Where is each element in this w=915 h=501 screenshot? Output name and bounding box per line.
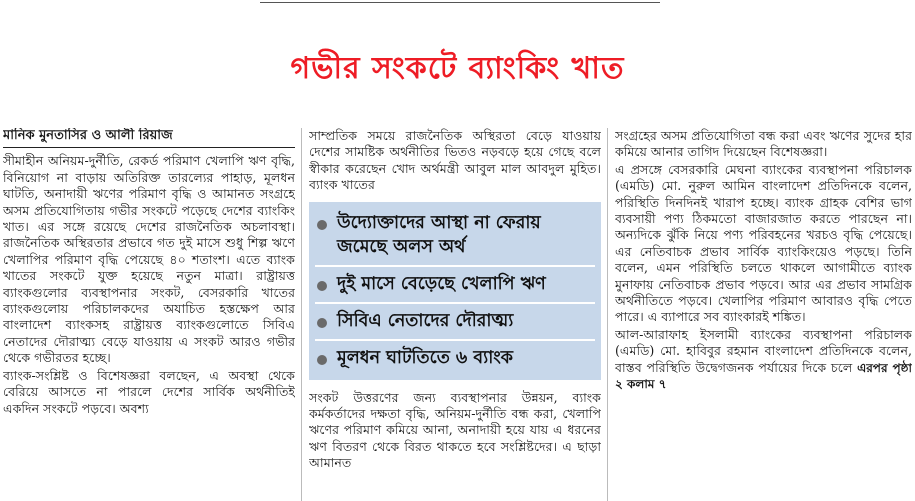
paragraph: সংগ্রহের অসম প্রতিযোগিতা বন্ধ করা এবং ঋণের সুদের হার কমিয়ে আনার তাগিদ দিয়েছেন বিশেষজ্ঞরা। — [615, 128, 912, 160]
paragraph: সাম্প্রতিক সময়ে রাজনৈতিক অস্থিরতা বেড়ে যাওয়ায় দেশের সামষ্টিক অর্থনীতির ভিতও নড়বড়ে হয়ে গেছে বলে স্বীকার করেছেন খোদ অর্থমন্ত্রী আবুল মাল আবদুল মুহিত। ব্যাংক খাতের — [309, 128, 601, 193]
paragraph: সংকট উত্তরণের জন্য ব্যবস্থাপনার উন্নয়ন, ব্যাংক কর্মকর্তাদের দক্ষতা বৃদ্ধি, অনিয়ম-দুর্নীতি বন্ধ করা, খেলাপি ঋণের পরিমাণ কমিয়ে আনা, অনাদায়ী হয়ে যায় এ ধরনের ঋণ বিতরণ থেকে বিরত থাকতে হবে সংশ্লিষ্টদের। এ ছাড়া আমানত — [309, 389, 601, 471]
byline: মানিক মুনতাসির ও আলী রিয়াজ — [3, 128, 295, 148]
headline: গভীর সংকটে ব্যাংকিং খাত — [290, 51, 625, 86]
paragraph: ব্যাংক-সংশ্লিষ্ট ও বিশেষজ্ঞরা বলছেন, এ অবস্থা থেকে বেরিয়ে আসতে না পারলে দেশের সার্বিক অর্থনীতিই একদিন সংকটে পড়বে। অবশ্য — [3, 367, 295, 416]
highlight-item — [315, 267, 595, 304]
highlight-item — [315, 304, 595, 341]
highlight-item — [315, 341, 595, 376]
highlight-text: মূলধন ঘাটতিতে ৬ ব্যাংক — [337, 347, 514, 368]
continued-on-link[interactable]: এরপর পৃষ্ঠা ২ কলাম ৭ — [615, 360, 912, 392]
bullet-icon — [317, 281, 327, 291]
bullet-icon — [317, 355, 327, 365]
highlight-text: দুই মাসে বেড়েছে খেলাপি ঋণ — [337, 273, 546, 294]
bullet-icon — [317, 318, 327, 328]
paragraph: সীমাহীন অনিয়ম-দুর্নীতি, রেকর্ড পরিমাণ খেলাপি ঋণ বৃদ্ধি, বিনিয়োগ না বাড়ায় অতিরিক্ত তারল্যের পাহাড়, মূলধন ঘাটতি, অনাদায়ী ঋণের পরিমাণ বৃদ্ধি ও আমানত সংগ্রহে অসম প্রতিযোগিতায় গভীর সংকটে পড়েছে দেশের ব্যাংকিং খাত। এর সঙ্গে রয়েছে দেশের রাজনৈতিক অচলাবস্থা। রাজনৈতিক অস্থিরতার প্রভাবে গত দুই মাসে শুধু শিল্প ঋণে খেলাপির পরিমাণ বৃদ্ধি পেয়েছে ৪০ শতাংশ। এতে ব্যাংক খাতের সংকটে যুক্ত হয়েছে নতুন মাত্রা। রাষ্ট্রায়ত্ত ব্যাংকগুলোর ব্যবস্থাপনার সংকট, বেসরকারি খাতের ব্যাংকগুলোয় পরিচালকদের অযাচিত হস্তক্ষেপ আর বাংলাদেশ ব্যাংকসহ রাষ্ট্রায়ত্ত ব্যাংকগুলোতে সিবিএ নেতাদের দৌরাত্ম্য বেড়ে যাওয়ায় এ সংকট আরও গভীর থেকে গভীরতর হচ্ছে। — [3, 153, 295, 366]
bullet-icon — [317, 220, 327, 230]
column-3 — [615, 128, 912, 501]
column-2 — [309, 128, 601, 501]
highlight-text: সিবিএ নেতাদের দৌরাত্ম্য — [337, 310, 514, 331]
highlights-box — [309, 202, 601, 380]
column-1 — [3, 128, 295, 501]
highlight-text: উদ্যোক্তাদের আস্থা না ফেরায় জমেছে অলস অর্থ — [337, 212, 541, 257]
paragraph: এ প্রসঙ্গে বেসরকারি মেঘনা ব্যাংকের ব্যবস্থাপনা পরিচালক (এমডি) মো. নুরুল আমিন বাংলাদেশ প্রতিদিনকে বলেন, পরিস্থিতি দিনদিনই খারাপ হচ্ছে। ব্যাংক গ্রাহক বেশির ভাগ ব্যবসায়ী পণ্য ঠিকমতো বাজারজাত করতে পারছেন না। অন্যদিকে ঝুঁকি নিয়ে পণ্য পরিবহনের খরচও বৃদ্ধি পেয়েছে। এর নেতিবাচক প্রভাব সার্বিক ব্যাংকিংয়েও পড়ছে। তিনি বলেন, এমন পরিস্থিতি চলতে থাকলে আগামীতে ব্যাংক মুনাফায় নেতিবাচক প্রভাব পড়বে। আর এর প্রভাব সামগ্রিক অর্থনীতিতে পড়বে। খেলাপির পরিমাণ আবারও বৃদ্ধি পেতে পারে। এ ব্যাপারে সব ব্যাংকারই শঙ্কিত। — [615, 161, 912, 325]
top-rule — [0, 0, 915, 6]
highlight-item — [315, 206, 595, 267]
paragraph — [615, 327, 912, 393]
column-divider — [607, 128, 608, 501]
paragraph-text: আল-আরাফাহ ইসলামী ব্যাংকের ব্যবস্থাপনা পরিচালক (এমডি) মো. হাবিবুর রহমান বাংলাদেশ প্রতিদিনকে বলেন, বাস্তব পরিস্থিতি উদ্বেগজনক পর্যায়ের দিকে চলে — [615, 326, 912, 375]
column-divider — [301, 128, 302, 501]
